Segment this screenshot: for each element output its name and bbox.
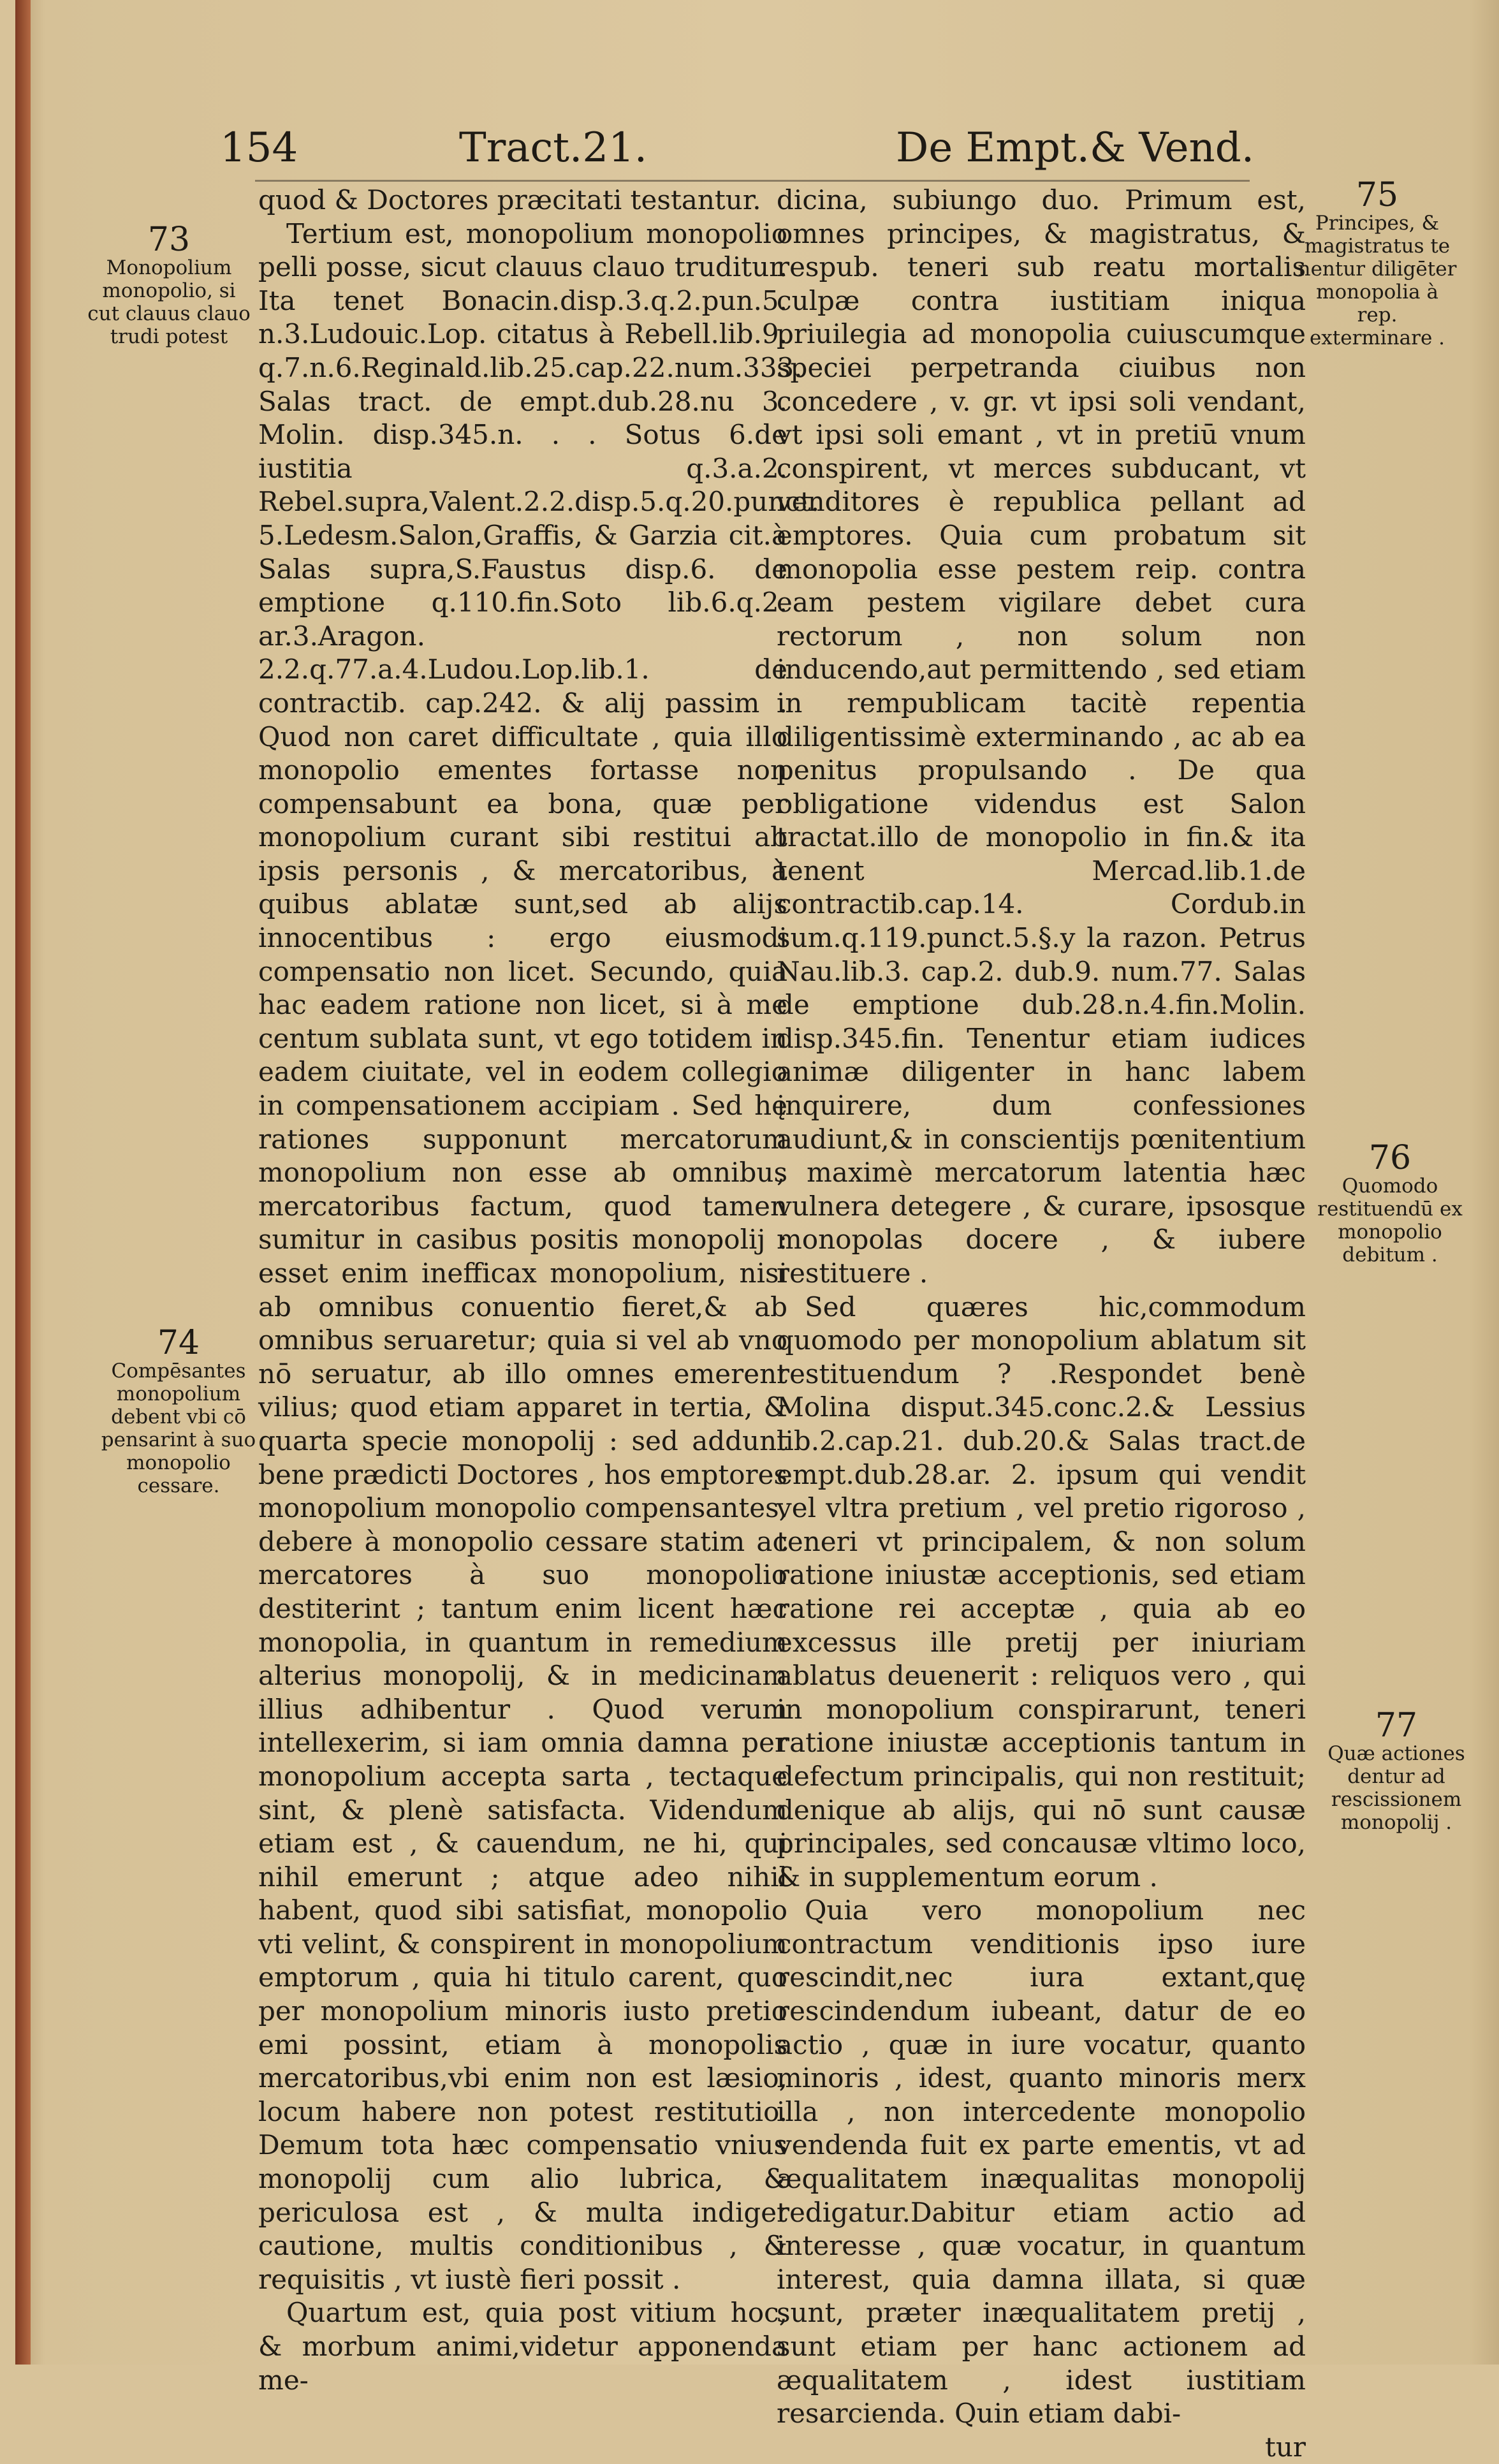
note-number: 76 — [1368, 1139, 1412, 1177]
paragraph: dicina, subiungo duo. Primum est, omnes principes, & magistratus, & respub. teneri sub reatu mortalis culpæ contra iustitiam iniqua priuilegia ad monopolia cuiuscumque speciei perpetranda ciuibus non concedere , v. gr. vt ipsi soli vendant, vt ipsi soli emant , vt in pretiū vnum conspirent, vt merces subducant, vt venditores è republica pellant ad emptores. Quia cum probatum sit monopolia esse pestem reip. contra eam pestem vigilare debet cura rectorum , non solum non inducendo,aut permittendo , sed etiam in rempublicam tacitè repentia diligentissimè exterminando , ac ab ea penitus propulsando . De qua obligatione videndus est Salon tractat.illo de monopolio in fin.& ita tenent Mercad.lib.1.de contractib.cap.14. Cordub.in sum.q.119.punct.5.§.y la razon. Petrus Nau.lib.3. cap.2. dub.9. num.77. Salas de emptione dub.28.n.4.fin.Molin. disp.345.fin. Tenentur etiam iudices animæ diligenter in hanc labem inquirere, dum confessiones audiunt,& in conscientijs pœnitentium , maximè mercatorum latentia hæc vulnera detegere , & curare, ipsosque monopolas docere , & iubere restituere . — [777, 184, 1306, 1289]
paragraph: Quia vero monopolium nec contractum venditionis ipso iure rescindit,nec iura extant,quę rescindendum iubeant, datur de eo actio , quæ in iure vocatur, quanto minoris , idest, quanto minoris merx illa , non intercedente monopolio vendenda fuit ex parte ementis, vt ad æqualitatem inæqualitas monopolij redigatur.Dabitur etiam actio ad interesse , quæ vocatur, in quantum interest, quia damna illata, si quæ sunt, præter inæqualitatem pretij , sunt etiam per hanc actionem ad æqualitatem , idest iustitiam resarcienda. Quin etiam dabi- — [777, 1895, 1306, 2430]
paragraph: Sed quæres hic,commodum quomodo per monopolium ablatum sit restituendum ? .Respondet benè Molina disput.345.conc.2.& Lessius lib.2.cap.21. dub.20.& Salas tract.de empt.dub.28.ar. 2. ipsum qui vendit vel vltra pretium , vel pretio rigoroso , teneri vt principalem, & non solum ratione iniustæ acceptionis, sed etiam ratione rei acceptæ , quia ab eo excessus ille pretij per iniuriam ablatus deuenerit : reliquos vero , qui in monopolium conspirarunt, teneri ratione iniustæ acceptionis tantum in defectum principalis, qui non restituit; denique ab alijs, qui nō sunt causæ principales, sed concausæ vltimo loco, & in supplementum eorum . — [777, 1291, 1306, 1893]
running-title-left: Tract.21. — [459, 124, 648, 172]
note-text: Compēsantes monopolium debent vbi cō pensarint à suo monopolio cessare. — [101, 1360, 256, 1497]
note-text: Principes, & magistratus te nentur diligēter monopolia à rep. exterminare . — [1298, 212, 1457, 349]
margin-note-73 — [86, 223, 252, 348]
catchword: tur — [1264, 2431, 1306, 2463]
margin-note-77 — [1313, 1706, 1479, 1834]
note-text: Monopolium monopolio, si cut clauus clauo trudi potest — [87, 256, 251, 348]
note-number: 75 — [1356, 176, 1399, 214]
page-number: 154 — [220, 124, 298, 172]
paragraph: Tertium est, monopolium monopolio pelli posse, sicut clauus clauo truditur. Ita tenet Bonacin.disp.3.q.2.pun.5. n.3.Ludouic.Lop. citatus à Rebell.lib.9. q.7.n.6.Reginald.lib.25.cap.22.num.333. Salas tract. de empt.dub.28.nu 3. Molin. disp.345.n. . . Sotus 6.de iustitia q.3.a.2. Rebel.supra,Valent.2.2.disp.5.q.20.punct. 5.Ledesm.Salon,Graffis, & Garzia cit.à Salas supra,S.Faustus disp.6. de emptione q.110.fin.Soto lib.6.q.2. ar.3.Aragon. 2.2.q.77.a.4.Ludou.Lop.lib.1. de contractib. cap.242. & alij passim . Quod non caret difficultate , quia illo monopolio ementes fortasse non compensabunt ea bona, quæ per monopolium curant sibi restitui ab ipsis personis , & mercatoribus, à quibus ablatæ sunt,sed ab alijs innocentibus : ergo eiusmodi compensatio non licet. Secundo, quia hac eadem ratione non licet, si à me centum sublata sunt, vt ego totidem in eadem ciuitate, vel in eodem collegio in compensationem accipiam . Sed hę rationes supponunt mercatorum monopolium non esse ab omnibus mercatoribus factum, quod tamen sumitur in casibus positis monopolij : esset enim inefficax monopolium, nisi ab omnibus conuentio fieret,& ab omnibus seruaretur; quia si vel ab vno nō seruatur, ab illo omnes emerent vilius; quod etiam apparet in tertia, & quarta specie monopolij : sed addunt bene prædicti Doctores , hos emptores monopolium monopolio compensantes, debere à monopolio cessare statim ac mercatores à suo monopolio destiterint ; tantum enim licent hæc monopolia, in quantum in remedium alterius monopolij, & in medicinam illius adhibentur . Quod verum intellexerim, si iam omnia damna per monopolium accepta sarta , tectaque sint, & plenè satisfacta. Videndum etiam est , & cauendum, ne hi, qui nihil emerunt ; atque adeo nihil habent, quod sibi satisfiat, monopolio vti velint, & conspirent in monopolium emptorum , quia hi titulo carent, quo per monopolium minoris iusto pretio emi possint, etiam à monopolis mercatoribus,vbi enim non est læsio, locum habere non potest restitutio. Demum tota hæc compensatio vnius monopolij cum alio lubrica, & periculosa est , & multa indiget cautione, multis conditionibus , & requisitis , vt iustè fieri possit . — [258, 217, 820, 2295]
page-spine-edge — [15, 0, 31, 2365]
note-text: Quomodo restituendū ex monopolio debitum . — [1317, 1175, 1463, 1266]
margin-note-74 — [96, 1326, 261, 1497]
note-number: 77 — [1375, 1706, 1418, 1745]
left-text-column — [258, 184, 820, 2397]
note-text: Quæ actiones dentur ad rescissionem monopolij . — [1327, 1742, 1465, 1834]
note-number: 74 — [157, 1324, 200, 1362]
paragraph: Quartum est, quia post vitium hoc, & morbum animi,videtur apponenda me- — [258, 2297, 787, 2396]
note-number: 73 — [147, 221, 191, 259]
running-header — [0, 124, 1499, 182]
right-text-column — [777, 184, 1306, 2464]
margin-note-75 — [1294, 176, 1460, 349]
paragraph: quod & Doctores præcitati testantur. — [258, 184, 761, 216]
header-rule — [255, 180, 1250, 182]
running-title-right: De Empt.& Vend. — [896, 124, 1255, 172]
margin-note-76 — [1307, 1141, 1473, 1266]
